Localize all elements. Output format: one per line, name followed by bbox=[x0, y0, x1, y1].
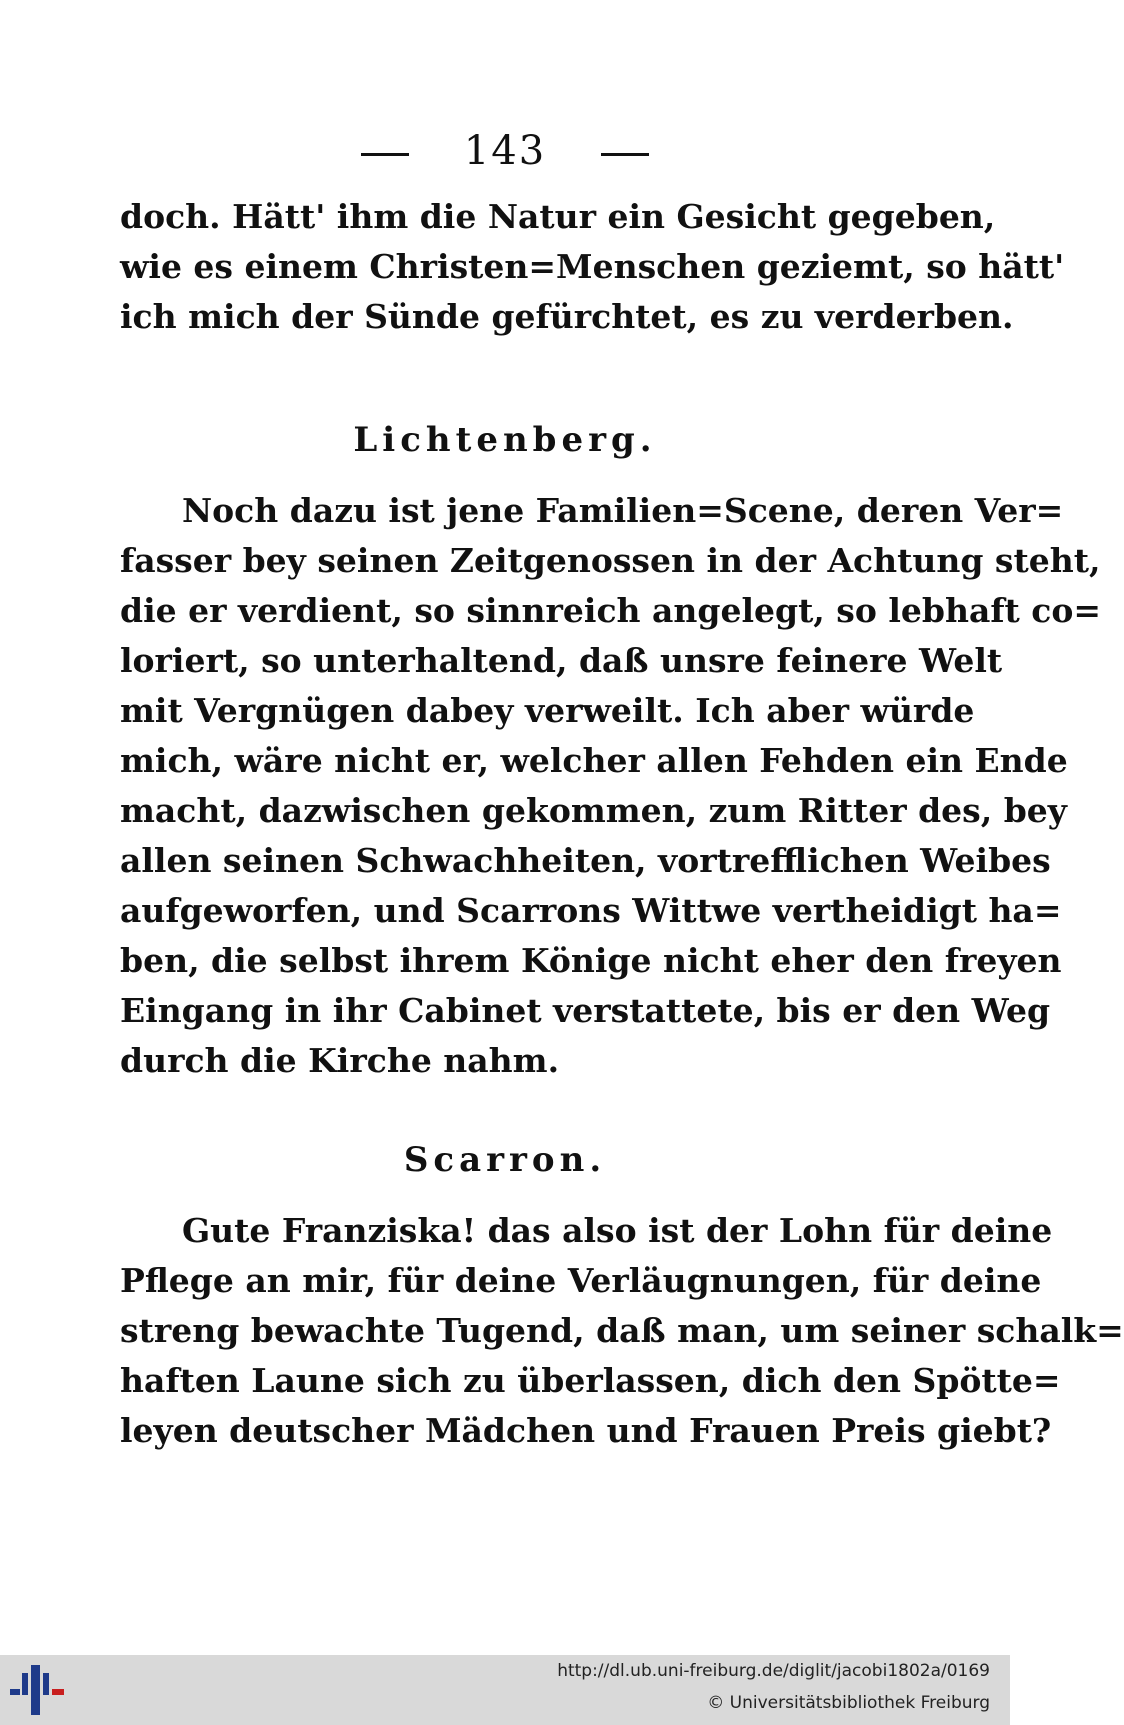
text-line: ben, die selbst ihrem Könige nicht eher den freyen bbox=[120, 941, 1062, 980]
text-line: Noch dazu ist jene Familien=Scene, deren Ver= bbox=[182, 491, 1064, 530]
paragraph-lichtenberg bbox=[120, 486, 1102, 1086]
text-line: mich, wäre nicht er, welcher allen Fehden ein Ende bbox=[120, 741, 1068, 780]
text-line: haften Laune sich zu überlassen, dich den Spötte= bbox=[120, 1361, 1061, 1400]
text-line: doch. Hätt' ihm die Natur ein Gesicht gegeben, bbox=[120, 197, 996, 236]
text-line: allen seinen Schwachheiten, vortrefflichen Weibes bbox=[120, 841, 1051, 880]
university-library-logo-icon[interactable] bbox=[10, 1663, 66, 1717]
copyright-notice: © Universitätsbibliothek Freiburg bbox=[707, 1693, 990, 1713]
text-line: Gute Franziska! das also ist der Lohn für deine bbox=[182, 1211, 1053, 1250]
header-dash-right bbox=[601, 153, 649, 156]
text-line: Pflege an mir, für deine Verläugnungen, für deine bbox=[120, 1261, 1042, 1300]
text-line: leyen deutscher Mädchen und Frauen Preis giebt? bbox=[120, 1411, 1052, 1450]
text-line: mit Vergnügen dabey verweilt. Ich aber würde bbox=[120, 691, 975, 730]
text-line: fasser bey seinen Zeitgenossen in der Achtung steht, bbox=[120, 541, 1101, 580]
page-header bbox=[0, 128, 1010, 174]
viewer-footer bbox=[0, 1655, 1010, 1725]
document-url-link[interactable]: http://dl.ub.uni-freiburg.de/diglit/jacobi1802a/0169 bbox=[557, 1661, 990, 1681]
page-number: 143 bbox=[463, 128, 547, 174]
section-heading-scarron: Scarron. bbox=[403, 1140, 607, 1180]
text-line: ich mich der Sünde gefürchtet, es zu verderben. bbox=[120, 297, 1014, 336]
paragraph-scarron bbox=[120, 1206, 1124, 1456]
intro-paragraph bbox=[120, 192, 1065, 342]
text-line: die er verdient, so sinnreich angelegt, so lebhaft co= bbox=[120, 591, 1102, 630]
text-line: wie es einem Christen=Menschen geziemt, so hätt' bbox=[120, 247, 1065, 286]
text-line: loriert, so unterhaltend, daß unsre feinere Welt bbox=[120, 641, 1003, 680]
text-line: durch die Kirche nahm. bbox=[120, 1041, 560, 1080]
text-line: Eingang in ihr Cabinet verstattete, bis er den Weg bbox=[120, 991, 1051, 1030]
text-line: aufgeworfen, und Scarrons Wittwe vertheidigt ha= bbox=[120, 891, 1062, 930]
text-line: streng bewachte Tugend, daß man, um seiner schalk= bbox=[120, 1311, 1124, 1350]
section-heading-lichtenberg: Lichtenberg. bbox=[353, 420, 657, 460]
header-dash-left bbox=[361, 153, 409, 156]
text-line: macht, dazwischen gekommen, zum Ritter des, bey bbox=[120, 791, 1067, 830]
